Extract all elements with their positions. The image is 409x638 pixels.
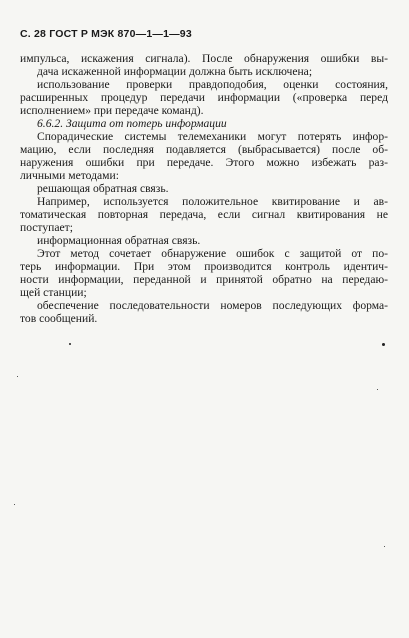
section-heading: 6.6.2. Защита от потерь информации xyxy=(37,117,227,130)
text-line: мацию, если последняя подавляется (выбрасывается) после об- xyxy=(20,143,388,156)
text-line: использование проверки правдоподобия, оценки состояния, xyxy=(37,78,388,91)
text-line: ности информации, переданной и принятой обратно на передаю- xyxy=(20,273,388,286)
text-line: решающая обратная связь. xyxy=(37,182,169,195)
scan-speck xyxy=(382,343,385,346)
text-line: наружения ошибки при передаче. Этого можно избежать раз- xyxy=(20,156,388,169)
page-header: С. 28 ГОСТ Р МЭК 870—1—1—93 xyxy=(20,28,192,40)
text-line: тов сообщений. xyxy=(20,312,98,325)
text-line: расширенных процедур передачи информации («проверка перед xyxy=(20,91,388,104)
scan-speck xyxy=(17,376,18,377)
text-line: Например, используется положительное квитирование и ав- xyxy=(37,195,388,208)
text-line: Спорадические системы телемеханики могут потерять инфор- xyxy=(37,130,388,143)
text-line: поступает; xyxy=(20,221,73,234)
scan-speck xyxy=(377,389,378,390)
text-line: дача искаженной информации должна быть исключена; xyxy=(37,65,313,78)
text-line: Этот метод сочетает обнаружение ошибок с защитой от по- xyxy=(37,247,388,260)
text-line: щей станции; xyxy=(20,286,87,299)
text-line: томатическая повторная передача, если сигнал квитирования не xyxy=(20,208,388,221)
scan-speck xyxy=(14,504,15,505)
text-line: информационная обратная связь. xyxy=(37,234,201,247)
text-line: исполнением» при передаче команд). xyxy=(20,104,204,117)
scan-speck xyxy=(384,546,385,547)
text-line: импульса, искажения сигнала). После обнаружения ошибки вы- xyxy=(20,52,388,65)
text-line: личными методами: xyxy=(20,169,119,182)
text-line: обеспечение последовательности номеров последующих форма- xyxy=(37,299,388,312)
scan-speck xyxy=(69,343,71,345)
text-line: терь информации. При этом производится контроль идентич- xyxy=(20,260,388,273)
